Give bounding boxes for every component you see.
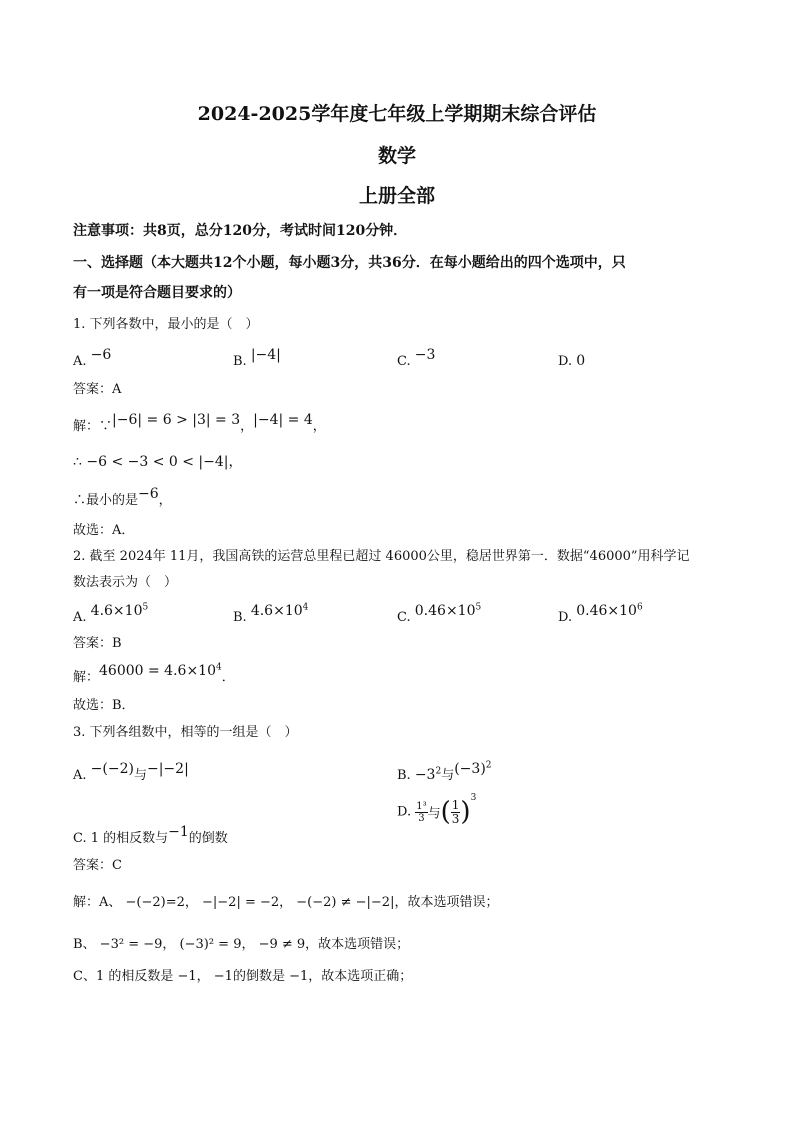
section-heading-line1: 一、选择题（本大题共12个小题，每小题3分，共36分．在每小题给出的四个选项中，只 [73,255,626,271]
q1-answer: 答案：A [73,382,122,397]
q1-option-c [397,347,436,371]
q2-solution: 解：$46000 = 4.6\times 10^4$． [73,662,235,685]
option-math: −6 [90,347,112,363]
option-label: C. [397,354,411,369]
q3-solution-c: C、1 的相反数是 −1， −1的倒数是 −1，故本选项正确； [73,969,413,984]
q1-solution-3: ∴最小的是−6， [73,486,172,508]
q2-option-b: B. $4.6\times 10^4$ [233,602,309,625]
q1-option-a [73,347,112,371]
q2-conclusion: 故选：B． [73,698,135,713]
option-math: |−4| [250,347,281,363]
fraction: $\frac{1}{3}$ [451,797,460,826]
exam-title: 2024-2025学年度七年级上学期期末综合评估 [197,103,597,125]
q3-stem: 3. 下列各组数中，相等的一组是（ ） [73,725,298,740]
option-label: B. [233,354,247,369]
q2-stem-line1: 2. 截至 2024年 11月，我国高铁的运营总里程已超过 46000公里，稳居世界第一．数据“46000”用科学记 [73,549,690,564]
q3-option-c: C. 1 的相反数与−1的倒数 [73,824,228,846]
q1-option-b [233,347,281,371]
q1-conclusion: 故选：A． [73,523,135,538]
notice: 注意事项：共8页，总分120分，考试时间120分钟． [73,223,408,239]
q1-option-d [558,352,585,371]
option-label: D. [558,354,573,369]
q2-answer: 答案：B [73,636,122,651]
q3-solution-b: B、 −3² = −9， (−3)² = 9， −9 ≠ 9，故本选项错误； [73,937,410,952]
q2-option-d: D. $0.46\times 10^6$ [558,602,643,625]
option-label: A. [73,354,87,369]
q2-option-a: A. $4.6\times 10^5$ [73,602,149,625]
q1-solution-2: ∴ −6 < −3 < 0 < |−4|， [73,454,243,470]
q3-option-b: B. $-3^2$与$(-3)^2$ [397,760,492,783]
section-heading-line2: 有一项是符合题目要求的） [73,285,241,301]
q3-option-a: A. −(−2)与−|−2| [73,761,189,783]
q3-option-d: D. $\frac{\text{1³}}{3}$ 与( $\frac{1}{3}$ )$^3$ [397,793,477,827]
option-math: −3 [414,347,436,363]
q1-solution-1: 解：∵|−6| = 6 > |3| = 3，|−4| = 4， [73,412,326,434]
q3-solution-a: 解：A、 −(−2)=2， −|−2| = −2， −(−2) ≠ −|−2|，故本选项错误； [73,895,499,910]
q3-answer: 答案：C [73,858,122,873]
subject-title: 数学 [377,145,416,167]
option-math: 0 [576,353,586,369]
scope-title: 上册全部 [358,185,435,207]
fraction: $\frac{\text{1³}}{3}$ [416,800,427,824]
q2-stem-line2: 数法表示为（ ） [73,575,178,590]
q2-option-c: C. $0.46\times 10^5$ [397,602,482,625]
q1-stem: 1. 下列各数中，最小的是（ ） [73,317,259,332]
